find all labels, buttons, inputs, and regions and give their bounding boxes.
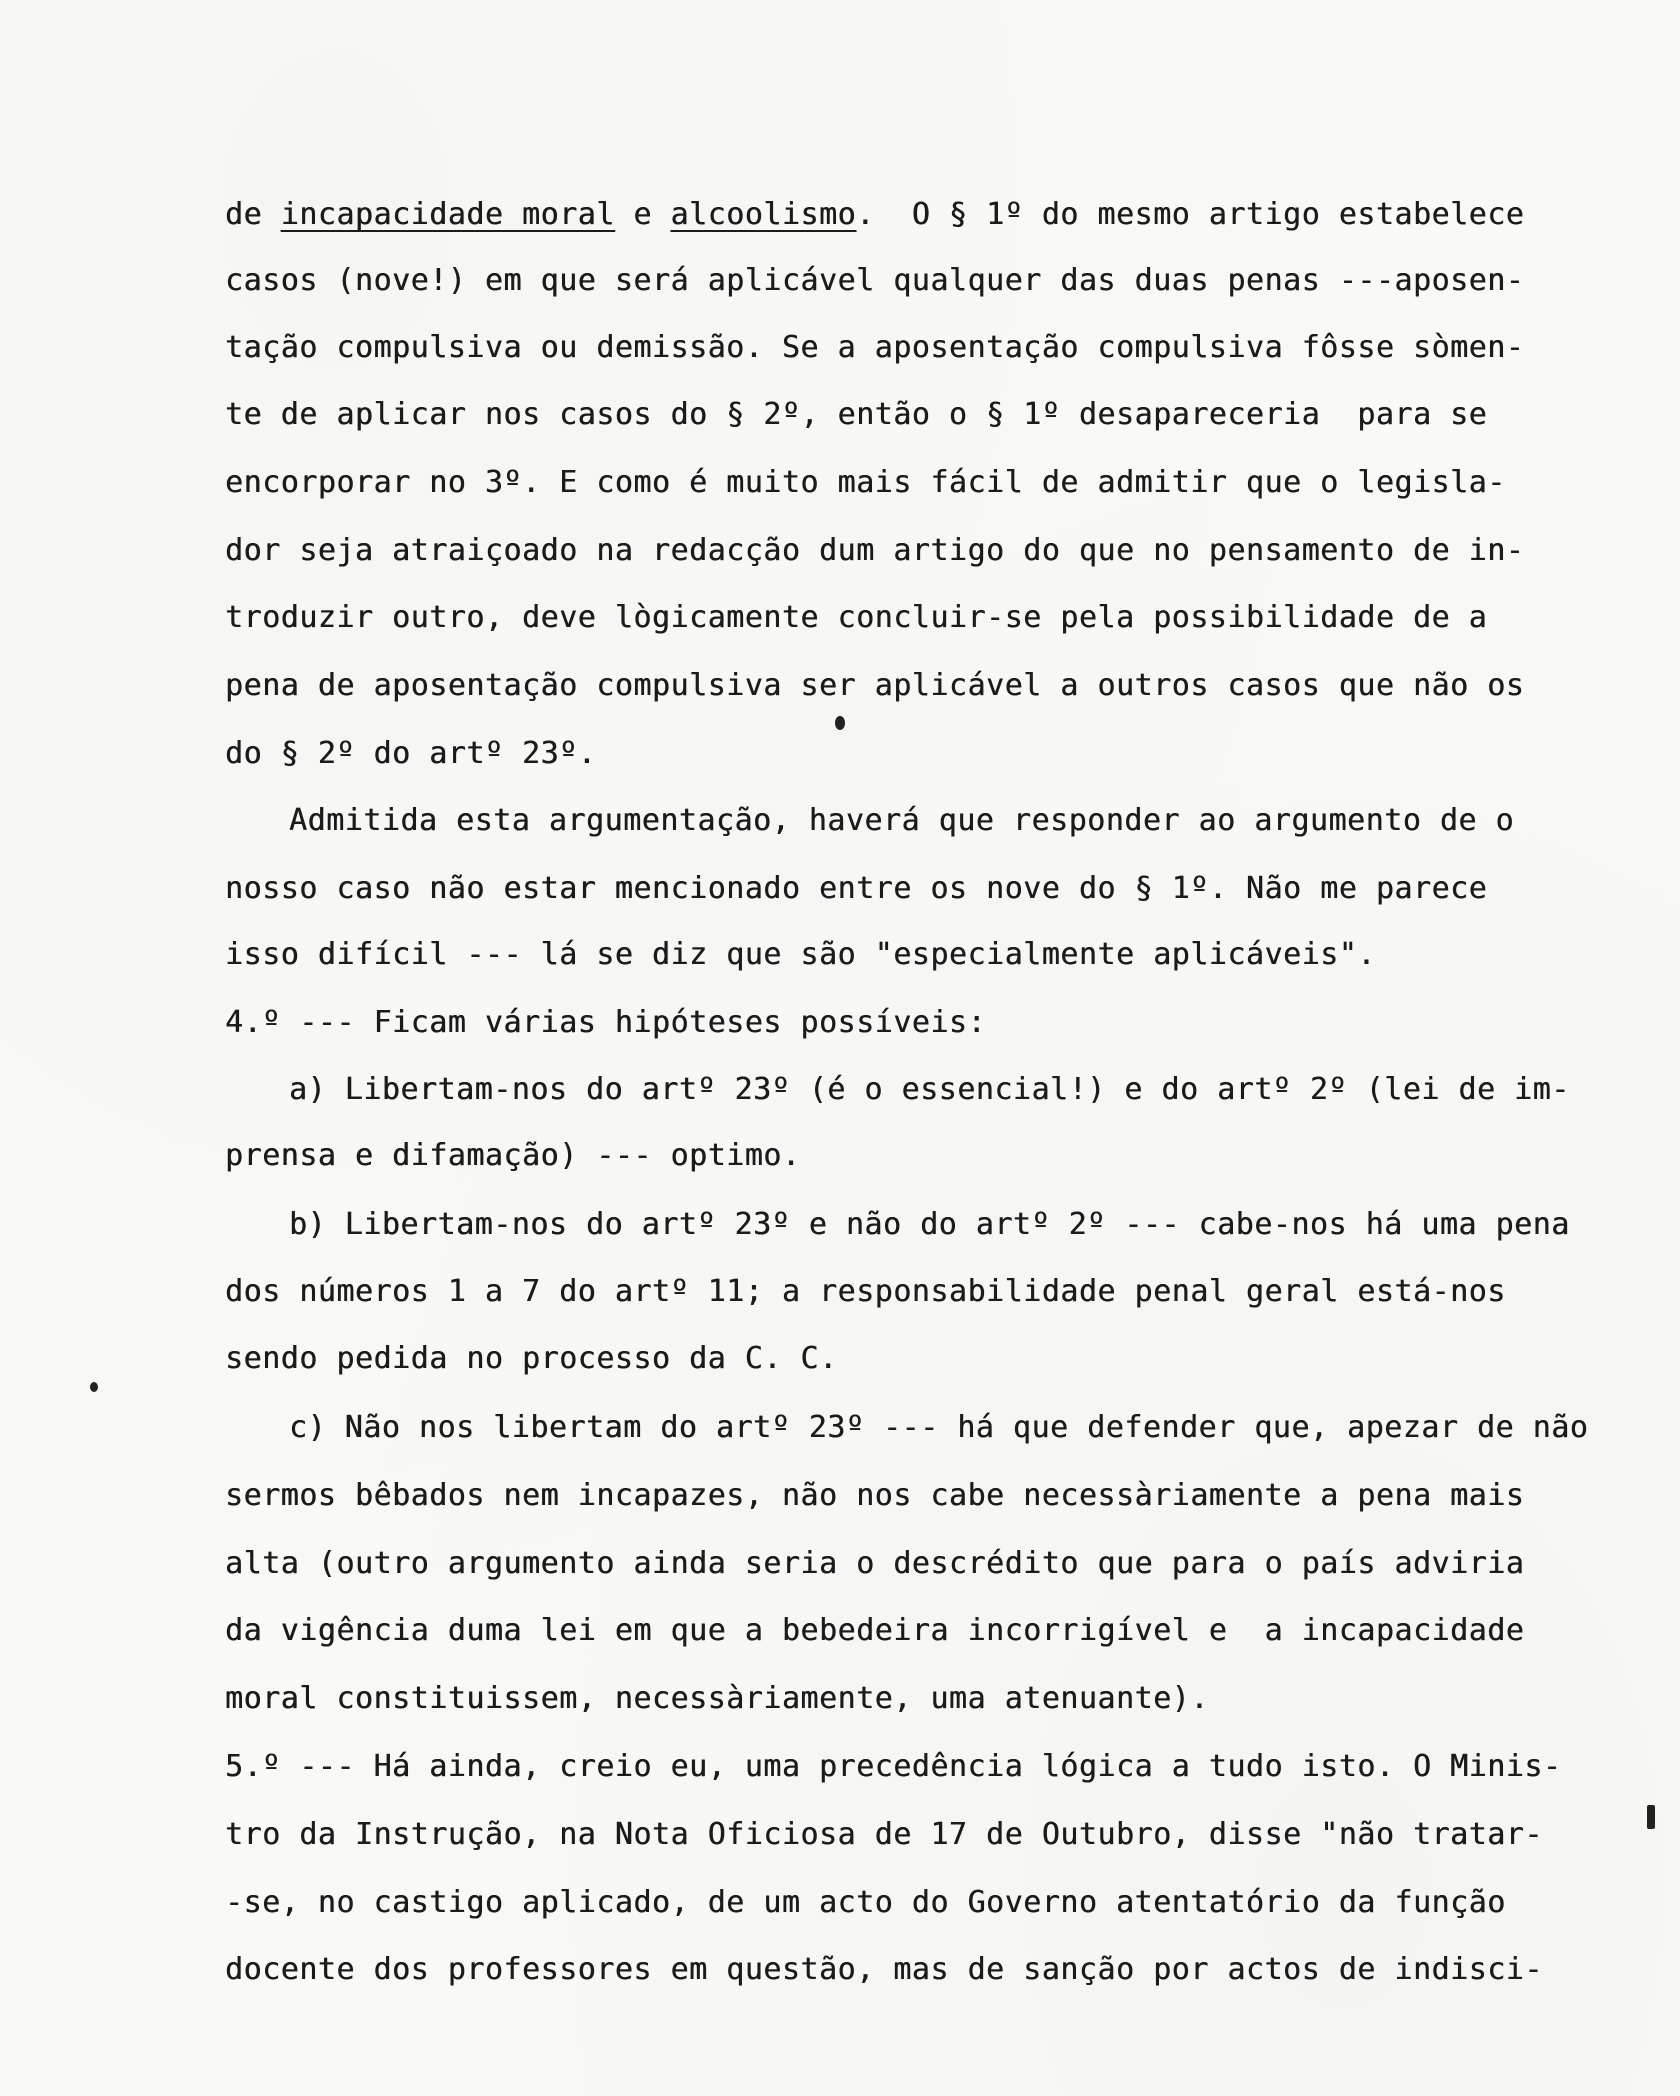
- text-line: [225, 1886, 1506, 1920]
- text-line: [225, 938, 1376, 972]
- line-text: do § 2º do artº 23º.: [225, 736, 597, 771]
- line-text: Admitida esta argumentação, haverá que responder ao argumento de o: [289, 803, 1515, 838]
- line-text: sermos bêbados nem incapazes, não nos cabe necessàriamente a pena mais: [225, 1478, 1525, 1513]
- line-text: 4.º --- Ficam várias hipóteses possíveis:: [225, 1005, 987, 1040]
- text-line: [225, 1682, 1209, 1716]
- line-text: dor seja atraiçoado na redacção dum artigo do que no pensamento de in-: [225, 533, 1525, 568]
- line-text: tro da Instrução, na Nota Oficiosa de 17 de Outubro, disse "não tratar-: [225, 1817, 1543, 1852]
- line-text: prensa e difamação) --- optimo.: [225, 1138, 801, 1173]
- line-text: . O § 1º do mesmo artigo estabelece: [856, 197, 1525, 232]
- ink-speck: [90, 1382, 98, 1392]
- text-line: [225, 264, 1524, 298]
- line-text: tação compulsiva ou demissão. Se a aposentação compulsiva fôsse sòmen-: [225, 330, 1525, 365]
- text-line: [225, 669, 1524, 703]
- ink-speck: [835, 716, 845, 730]
- underlined-text: alcoolismo: [670, 197, 857, 232]
- text-line: [225, 1139, 800, 1173]
- text-line: [225, 1614, 1524, 1648]
- line-text: de: [225, 197, 281, 232]
- text-line: [289, 1411, 1588, 1445]
- line-text: b) Libertam-nos do artº 23º e não do artº 2º --- cabe-nos há uma pena: [289, 1207, 1570, 1242]
- text-line: [289, 804, 1514, 838]
- line-text: casos (nove!) em que será aplicável qualquer das duas penas ---aposen-: [225, 263, 1525, 298]
- text-line: [225, 466, 1506, 500]
- text-line: [225, 1342, 838, 1376]
- line-text: encorporar no 3º. E como é muito mais fácil de admitir que o legisla-: [225, 465, 1506, 500]
- line-text: isso difícil --- lá se diz que são "especialmente aplicáveis".: [225, 937, 1376, 972]
- line-text: nosso caso não estar mencionado entre os nove do § 1º. Não me parece: [225, 871, 1488, 906]
- line-text: -se, no castigo aplicado, de um acto do Governo atentatório da função: [225, 1885, 1506, 1920]
- text-line: [225, 1953, 1543, 1987]
- line-text: pena de aposentação compulsiva ser aplicável a outros casos que não os: [225, 668, 1525, 703]
- line-text: dos números 1 a 7 do artº 11; a responsabilidade penal geral está-nos: [225, 1274, 1506, 1309]
- underlined-text: incapacidade moral: [280, 197, 615, 232]
- text-line: [225, 1750, 1561, 1784]
- text-line: [225, 872, 1487, 906]
- line-text: 5.º --- Há ainda, creio eu, uma precedência lógica a tudo isto. O Minis-: [225, 1749, 1562, 1784]
- text-line: [225, 1818, 1543, 1852]
- line-text: moral constituissem, necessàriamente, uma atenuante).: [225, 1681, 1209, 1716]
- line-text: alta (outro argumento ainda seria o descrédito que para o país adviria: [225, 1546, 1525, 1581]
- ink-speck: [1647, 1805, 1655, 1829]
- text-line: [225, 601, 1487, 635]
- line-text: docente dos professores em questão, mas de sanção por actos de indisci-: [225, 1952, 1543, 1987]
- text-line: [225, 1006, 986, 1040]
- text-line: [225, 1479, 1524, 1513]
- text-line: [225, 398, 1487, 432]
- text-line: [225, 737, 596, 771]
- line-text: c) Não nos libertam do artº 23º --- há que defender que, apezar de não: [289, 1410, 1589, 1445]
- text-line: [289, 1208, 1570, 1242]
- text-line: [225, 1547, 1524, 1581]
- text-line: [289, 1073, 1570, 1107]
- line-text: troduzir outro, deve lògicamente concluir-se pela possibilidade de a: [225, 600, 1488, 635]
- text-line: [225, 331, 1524, 365]
- line-text: te de aplicar nos casos do § 2º, então o § 1º desapareceria para se: [225, 397, 1488, 432]
- text-line: [225, 198, 1524, 232]
- line-text: e: [614, 197, 671, 232]
- line-text: sendo pedida no processo da C. C.: [225, 1341, 838, 1376]
- text-line: [225, 534, 1524, 568]
- text-line: [225, 1275, 1506, 1309]
- line-text: da vigência duma lei em que a bebedeira incorrigível e a incapacidade: [225, 1613, 1525, 1648]
- line-text: a) Libertam-nos do artº 23º (é o essencial!) e do artº 2º (lei de im-: [289, 1072, 1570, 1107]
